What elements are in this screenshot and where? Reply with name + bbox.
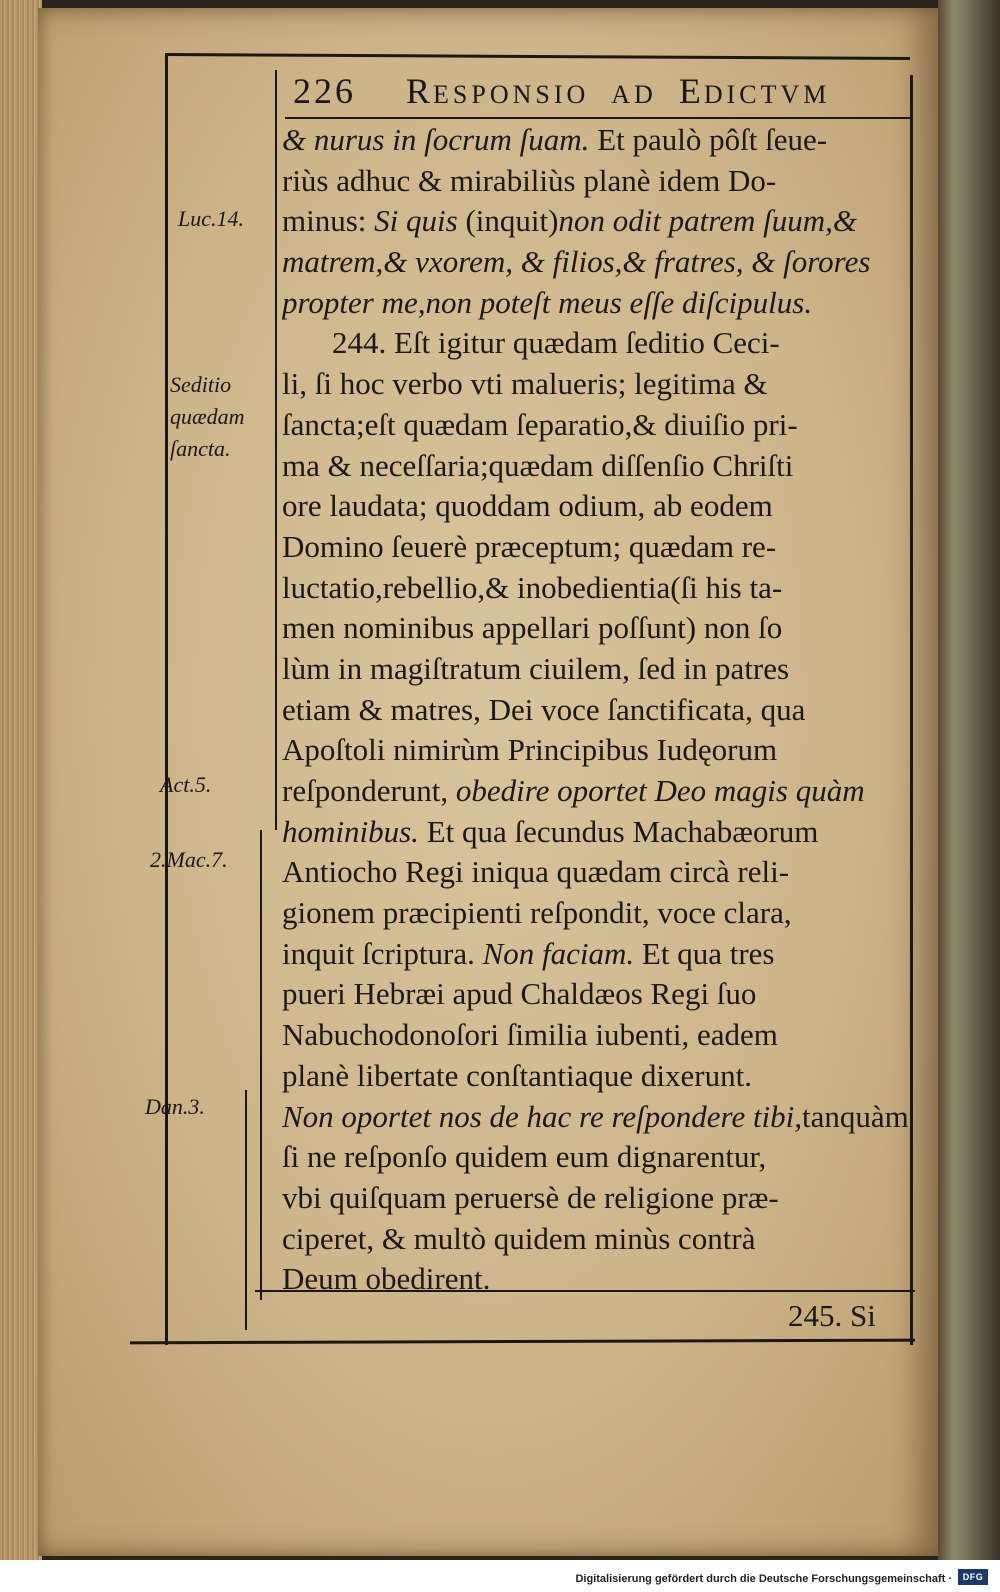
text-segment: (inquit) bbox=[457, 203, 559, 239]
marginal-note-quaedam: quædam bbox=[170, 404, 245, 429]
main-text-block bbox=[282, 120, 910, 1300]
text-segment: lùm in magiſtratum ciuilem, ſed in patres bbox=[282, 650, 790, 686]
marginal-note-dan: Dan.3. bbox=[145, 1094, 205, 1119]
text-line bbox=[282, 649, 910, 690]
page-number: 226 bbox=[293, 71, 356, 111]
text-line bbox=[282, 852, 910, 893]
text-segment: gionem præcipienti reſpondit, voce clara, bbox=[282, 895, 792, 931]
italic-text-segment: Si quis bbox=[374, 203, 458, 239]
book-spine-right bbox=[938, 0, 1000, 1560]
text-line bbox=[282, 405, 910, 446]
text-line bbox=[282, 1219, 910, 1260]
text-line bbox=[282, 242, 910, 283]
text-segment: Deum obedirent. bbox=[282, 1261, 491, 1297]
text-line bbox=[282, 1015, 910, 1056]
text-segment: ciperet, & multò quidem minùs contrà bbox=[282, 1220, 756, 1256]
text-segment: pueri Hebræi apud Chaldæos Regi ſuo bbox=[282, 976, 757, 1012]
italic-text-segment: obedire oportet Deo magis quàm bbox=[455, 773, 865, 808]
text-line bbox=[282, 690, 910, 731]
text-line bbox=[282, 283, 910, 324]
text-segment: Apoſtoli nimirùm Principibus Iudęorum bbox=[282, 732, 778, 768]
text-line bbox=[282, 974, 910, 1015]
text-segment: etiam & matres, Dei voce ſanctificata, qua bbox=[282, 691, 806, 727]
text-segment: tanquàm bbox=[802, 1098, 909, 1134]
italic-text-segment: hominibus. bbox=[282, 813, 419, 849]
running-title-smallcaps: DICTVM bbox=[703, 80, 831, 109]
text-line bbox=[282, 161, 910, 202]
text-line bbox=[282, 1259, 910, 1300]
italic-text-segment: propter me,non poteſt meus eſſe diſcipulus. bbox=[282, 284, 813, 320]
marginal-note-sancta: ſancta. bbox=[170, 436, 231, 461]
running-title bbox=[406, 71, 852, 111]
dfg-logo: DFG bbox=[958, 1569, 988, 1585]
text-segment: ore laudata; quoddam odium, ab eodem bbox=[282, 488, 773, 524]
text-segment: reſponderunt, bbox=[282, 773, 456, 808]
catchword: 245. Si bbox=[788, 1298, 876, 1333]
text-segment: planè libertate conſtantiaque dixerunt. bbox=[282, 1057, 752, 1093]
frame-rule-left-inner bbox=[275, 70, 277, 830]
text-segment: Et paulò pôſt ſeue- bbox=[589, 122, 828, 157]
marginal-note-seditio: Seditio bbox=[170, 372, 232, 397]
text-line bbox=[282, 120, 910, 161]
text-line bbox=[282, 486, 910, 527]
running-title-smallcaps: ESPONSIO bbox=[433, 80, 590, 109]
italic-text-segment: Non oportet nos de hac re reſpondere tibi, bbox=[282, 1098, 803, 1134]
frame-rule-left-inner bbox=[260, 830, 262, 1300]
text-line bbox=[282, 1137, 910, 1178]
running-title-word bbox=[679, 71, 831, 111]
text-line bbox=[282, 1097, 910, 1138]
marginal-note-act: Act.5. bbox=[160, 772, 212, 797]
running-title-word bbox=[406, 71, 589, 111]
italic-text-segment: Non faciam. bbox=[482, 935, 635, 971]
frame-rule-head bbox=[285, 117, 910, 119]
frame-rule-left-outer bbox=[165, 55, 168, 1345]
running-title-capital: E bbox=[678, 71, 704, 111]
text-line bbox=[282, 893, 910, 934]
text-segment: ma & neceſſaria;quædam diſſenſio Chriſti bbox=[282, 447, 794, 483]
text-segment: riùs adhuc & mirabiliùs planè idem Do- bbox=[282, 162, 777, 198]
book-edge-left bbox=[0, 0, 42, 1560]
text-segment: Domino ſeuerè præceptum; quædam re- bbox=[282, 528, 777, 564]
running-title-word bbox=[611, 71, 657, 111]
running-head bbox=[293, 70, 913, 116]
text-segment: luctatio,rebellio,& inobedientia(ſi his ta- bbox=[282, 569, 783, 605]
italic-text-segment: matrem,& vxorem, & filios,& fratres, & ſorores bbox=[282, 244, 871, 280]
italic-text-segment: non odit patrem ſuum,& bbox=[558, 203, 857, 239]
footer-credit: Digitalisierung gefördert durch die Deutsche Forschungsgemeinschaft · bbox=[575, 1573, 952, 1585]
text-segment: Et qua tres bbox=[634, 935, 775, 971]
text-line bbox=[282, 608, 910, 649]
text-segment: Nabuchodonoſori ſimilia iubenti, eadem bbox=[282, 1017, 778, 1053]
text-line bbox=[282, 568, 910, 609]
text-segment: Et qua ſecundus Machabæorum bbox=[418, 813, 819, 849]
text-line bbox=[282, 527, 910, 568]
text-segment: minus: bbox=[282, 203, 375, 239]
text-line bbox=[282, 1178, 910, 1219]
frame-rule-right bbox=[910, 75, 913, 1345]
text-segment: ſancta;eſt quædam ſeparatio,& diuiſio pri- bbox=[282, 406, 798, 442]
text-segment: ſi ne reſponſo quidem eum dignarentur, bbox=[282, 1139, 767, 1175]
italic-text-segment: & nurus in ſocrum ſuam. bbox=[282, 122, 590, 157]
text-segment: 244. Eſt igitur quædam ſeditio Ceci- bbox=[332, 325, 780, 361]
marginal-note-mac: 2.Mac.7. bbox=[150, 847, 228, 872]
text-segment: li, ſi hoc verbo vti malueris; legitima & bbox=[282, 366, 768, 402]
running-title-capital: R bbox=[406, 71, 434, 111]
text-segment: men nominibus appellari poſſunt) non ſo bbox=[282, 610, 783, 646]
text-segment: inquit ſcriptura. bbox=[282, 935, 483, 971]
text-segment: Antiocho Regi iniqua quædam circà reli- bbox=[282, 854, 790, 890]
text-line bbox=[282, 934, 910, 975]
text-line bbox=[282, 364, 910, 405]
text-line bbox=[282, 771, 910, 812]
text-line bbox=[282, 201, 910, 242]
running-title-smallcaps: AD bbox=[611, 80, 657, 109]
text-line bbox=[282, 730, 910, 771]
text-segment: vbi quiſquam peruersè de religione præ- bbox=[282, 1179, 779, 1215]
text-line bbox=[282, 323, 910, 364]
text-line bbox=[282, 1056, 910, 1097]
text-line bbox=[282, 812, 910, 853]
text-line bbox=[282, 446, 910, 487]
frame-rule-left-inner bbox=[245, 1090, 247, 1330]
marginal-note-luc: Luc.14. bbox=[178, 206, 244, 231]
